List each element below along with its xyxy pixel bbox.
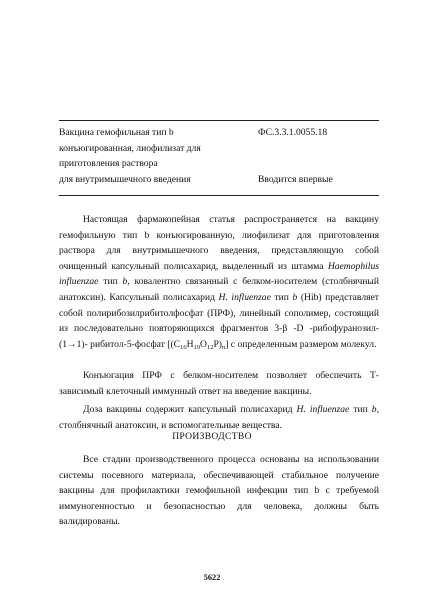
monograph-code: ФС.3.3.1.0055.18 (258, 127, 328, 138)
text-run: ] с определенным размером молекул. (225, 338, 377, 350)
section-heading-production: ПРОИЗВОДСТВО (172, 431, 252, 442)
header-top-rule (59, 120, 379, 121)
formula-subscript: 19 (193, 343, 200, 351)
page-number: 5622 (203, 573, 221, 582)
species-name: Haemophilus influenzae (59, 260, 379, 288)
text-run: тип (349, 404, 372, 415)
type-letter: b (371, 404, 377, 415)
paragraph-text: Конъюгация ПРФ с белком-носителем позволяет обеспечить Т-зависимый клеточный иммунный ответ на введение вакцины. (59, 370, 379, 397)
type-letter: b (122, 276, 128, 288)
text-run: Доза вакцины содержит капсульный полисахарид (83, 404, 297, 415)
monograph-title-line: для внутримышечного введения (59, 173, 191, 185)
intro-paragraph-1 (59, 212, 379, 352)
type-letter: b (292, 291, 298, 303)
intro-paragraph-2 (59, 368, 379, 399)
monograph-status-note: Вводится впервые (258, 174, 333, 185)
formula-subscript: 12 (206, 343, 214, 351)
header-bottom-rule (59, 195, 379, 196)
monograph-title-line: Вакцина гемофильная тип b (59, 127, 174, 138)
species-name: H. influenzae (218, 291, 271, 303)
production-paragraph-1 (59, 452, 379, 530)
paragraph-text: Все стадии производственного процесса основаны на использовании системы посевного материала, обеспечивающей стабильное получение вакцины для профилактики гемофильной инфекции тип b с требуемой иммуногенностью и безопасностью для человека, должны быть валидированы. (59, 454, 379, 528)
formula-element: P) (213, 338, 222, 350)
monograph-title-line: приготовления раствора (59, 158, 158, 170)
text-run: Настоящая фармакопейная статья распространяется на вакцину гемофильную тип b конъюгированную, лиофилизат для приготовления раствора для внутримышечного введения, представляющую собой очищенный капсульный полисахарид, выделенный из штамма (59, 214, 379, 272)
text-run: , ковалентно связанный с белком-носителем (столбнячный анатоксин). Капсульный полисахарид (59, 276, 379, 303)
formula-element: H (186, 338, 194, 350)
formula-element: O (200, 338, 207, 350)
text-run: тип (98, 276, 123, 288)
monograph-title-line: конъюгированная, лиофилизат для (59, 142, 201, 154)
formula-subscript: 16 (180, 343, 187, 351)
species-name: H. influenzae (296, 404, 350, 415)
monograph-title (59, 125, 244, 187)
text-run: тип (270, 291, 293, 303)
text-run: , столбнячный анатоксин, и вспомогательные вещества. (59, 404, 379, 431)
text-run: (Hib) представляет собой полирибозилрибитолфосфат (ПРФ), линейный сополимер, состоящий из последовательно повторяющихся фрагментов 3-β -D -рибофуранозил- (1→1)- рибитол-5-фосфат [(C (59, 291, 379, 350)
formula-subscript: n (221, 343, 226, 351)
intro-paragraph-3 (59, 402, 379, 433)
